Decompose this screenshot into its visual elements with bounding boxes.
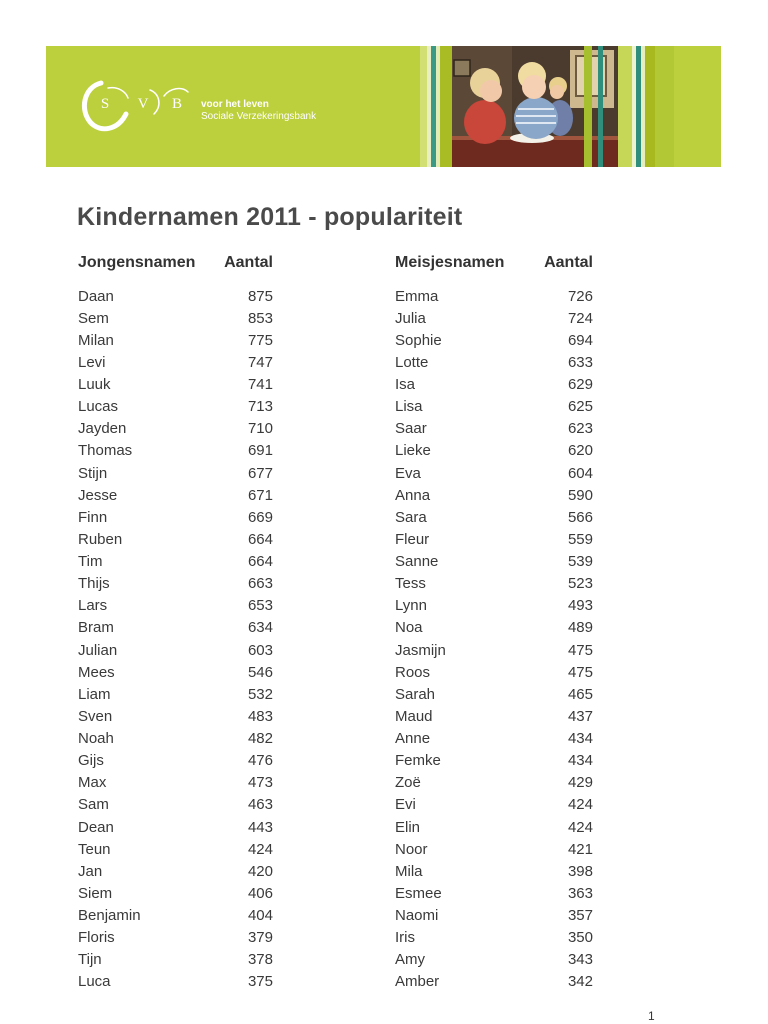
- name-cell: Julia: [395, 309, 426, 327]
- count-cell: 420: [247, 862, 273, 880]
- table-row: [395, 507, 593, 529]
- header-banner: [46, 46, 721, 167]
- name-cell: Floris: [78, 929, 115, 947]
- table-row: [78, 772, 273, 794]
- logo-letter-v: V: [137, 96, 149, 112]
- name-cell: Elin: [395, 818, 421, 836]
- name-cell: Anna: [395, 486, 431, 504]
- count-cell: 726: [567, 287, 593, 305]
- name-cell: Sem: [78, 309, 109, 327]
- name-cell: Amber: [395, 973, 440, 991]
- banner-stripe: [655, 46, 674, 167]
- count-cell: 406: [247, 884, 273, 902]
- tagline: [201, 99, 316, 123]
- count-cell: 424: [567, 818, 593, 836]
- count-cell: 634: [247, 619, 273, 637]
- table-row: [78, 817, 273, 839]
- table-row: [395, 817, 593, 839]
- table-row: [395, 839, 593, 861]
- table-row: [78, 551, 273, 573]
- count-cell: 741: [247, 376, 273, 393]
- table-row: [395, 728, 593, 750]
- name-cell: Daan: [78, 287, 114, 305]
- name-cell: Liam: [78, 685, 111, 703]
- table-header: [395, 252, 593, 274]
- name-cell: Sophie: [395, 331, 442, 349]
- logo-arc-s: [108, 88, 128, 98]
- name-cell: Benjamin: [78, 907, 141, 924]
- table-row: [78, 485, 273, 507]
- name-cell: Thomas: [78, 442, 133, 460]
- table-row: [78, 352, 273, 374]
- table-row: [395, 440, 593, 462]
- table-row: [395, 883, 593, 905]
- count-cell: 664: [247, 553, 273, 570]
- table-row: [78, 971, 273, 993]
- name-cell: Sanne: [395, 553, 439, 570]
- name-cell: Jasmijn: [395, 641, 446, 659]
- count-cell: 363: [567, 884, 593, 902]
- table-row: [395, 330, 593, 352]
- count-cell: 566: [567, 508, 593, 526]
- table-row: [395, 485, 593, 507]
- count-cell: 653: [247, 597, 273, 615]
- table-row: [78, 927, 273, 949]
- table-row: [78, 706, 273, 728]
- table-row: [395, 772, 593, 794]
- logo-letter-b: B: [171, 96, 183, 112]
- name-cell: Zoë: [395, 774, 421, 792]
- table-header: [78, 252, 273, 274]
- table-row: [78, 595, 273, 617]
- count-cell: 629: [567, 376, 593, 393]
- count-cell: 437: [567, 707, 593, 725]
- count-cell: 669: [247, 508, 273, 526]
- table-row: [395, 286, 593, 308]
- table-row: [78, 463, 273, 485]
- girls-names-table: [395, 252, 593, 991]
- count-cell: 713: [247, 398, 273, 416]
- name-column-header: Jongensnamen: [78, 254, 196, 271]
- count-column-header: Aantal: [544, 254, 593, 271]
- count-cell: 532: [247, 685, 273, 703]
- name-cell: Lieke: [395, 442, 431, 460]
- table-row: [78, 573, 273, 595]
- table-row: [395, 617, 593, 639]
- count-cell: 465: [567, 685, 593, 703]
- table-row: [78, 286, 273, 308]
- name-cell: Gijs: [78, 752, 104, 770]
- name-column-header: Meisjesnamen: [395, 254, 505, 271]
- count-cell: 378: [247, 951, 273, 969]
- name-cell: Eva: [395, 464, 421, 482]
- count-cell: 421: [567, 840, 593, 858]
- table-row: [395, 463, 593, 485]
- table-row: [395, 308, 593, 330]
- table-row: [395, 374, 593, 396]
- name-cell: Sara: [395, 508, 427, 526]
- table-row: [395, 949, 593, 971]
- table-row: [78, 728, 273, 750]
- name-cell: Noa: [395, 619, 423, 637]
- count-cell: 671: [247, 486, 273, 504]
- table-row: [78, 418, 273, 440]
- name-cell: Sven: [78, 707, 113, 725]
- count-cell: 523: [567, 575, 593, 593]
- name-cell: Stijn: [78, 464, 108, 482]
- name-cell: Emma: [395, 287, 439, 305]
- table-row: [78, 949, 273, 971]
- table-row: [78, 662, 273, 684]
- count-cell: 694: [567, 331, 593, 349]
- name-cell: Amy: [395, 951, 425, 969]
- banner-stripe: [618, 46, 632, 167]
- banner-stripe: [598, 46, 603, 167]
- count-cell: 476: [247, 752, 273, 770]
- banner-stripe: [440, 46, 452, 167]
- count-cell: 379: [247, 929, 273, 947]
- count-cell: 475: [567, 663, 593, 681]
- count-cell: 590: [567, 486, 593, 504]
- name-cell: Anne: [395, 730, 431, 747]
- count-cell: 747: [247, 353, 273, 371]
- count-cell: 875: [247, 287, 273, 305]
- page-title: Kindernamen 2011 - populariteit: [77, 203, 463, 231]
- table-body: [395, 286, 593, 994]
- tagline-slogan: voor het leven: [201, 99, 269, 110]
- count-cell: 343: [567, 951, 593, 969]
- count-cell: 483: [247, 707, 273, 725]
- table-row: [395, 573, 593, 595]
- count-cell: 357: [567, 907, 593, 924]
- table-row: [78, 794, 273, 816]
- page-number: 1: [648, 1009, 655, 1023]
- boys-names-table: [78, 252, 273, 991]
- count-cell: 604: [567, 464, 593, 482]
- table-row: [78, 396, 273, 418]
- table-row: [78, 507, 273, 529]
- table-body: [78, 286, 273, 994]
- count-cell: 434: [567, 752, 593, 770]
- wall-picture-frame: [454, 60, 470, 76]
- name-cell: Iris: [395, 929, 415, 947]
- name-cell: Ruben: [78, 530, 123, 548]
- name-cell: Tijn: [78, 951, 102, 969]
- table-row: [78, 529, 273, 551]
- logo-arc-v: [150, 90, 159, 114]
- name-cell: Finn: [78, 508, 108, 526]
- name-cell: Dean: [78, 818, 114, 836]
- table-row: [78, 374, 273, 396]
- name-cell: Tim: [78, 553, 103, 570]
- count-cell: 482: [247, 730, 273, 747]
- table-row: [395, 684, 593, 706]
- count-cell: 853: [247, 309, 273, 327]
- name-cell: Femke: [395, 752, 441, 770]
- name-cell: Maud: [395, 707, 433, 725]
- banner-stripe: [584, 46, 592, 167]
- count-cell: 473: [247, 774, 273, 792]
- tagline-organization: Sociale Verzekeringsbank: [201, 111, 317, 122]
- table-row: [78, 617, 273, 639]
- count-cell: 493: [567, 597, 593, 615]
- table-row: [395, 418, 593, 440]
- count-cell: 633: [567, 353, 593, 371]
- name-cell: Bram: [78, 619, 114, 637]
- table-row: [78, 861, 273, 883]
- count-cell: 775: [247, 331, 273, 349]
- name-cell: Esmee: [395, 884, 442, 902]
- name-cell: Siem: [78, 884, 113, 902]
- name-cell: Jayden: [78, 420, 127, 438]
- name-cell: Sam: [78, 796, 109, 814]
- count-cell: 664: [247, 530, 273, 548]
- name-cell: Noah: [78, 730, 114, 747]
- name-cell: Fleur: [395, 530, 430, 548]
- count-cell: 398: [567, 862, 593, 880]
- name-cell: Lynn: [395, 597, 427, 615]
- name-cell: Roos: [395, 663, 431, 681]
- table-row: [395, 927, 593, 949]
- table-row: [78, 750, 273, 772]
- table-row: [395, 861, 593, 883]
- name-cell: Lotte: [395, 353, 429, 371]
- count-cell: 663: [247, 575, 273, 593]
- table-row: [395, 971, 593, 993]
- table-row: [395, 529, 593, 551]
- count-cell: 475: [567, 641, 593, 659]
- banner-stripe: [420, 46, 427, 167]
- table-row: [78, 905, 273, 927]
- name-cell: Saar: [395, 420, 427, 438]
- table-row: [395, 352, 593, 374]
- name-cell: Tess: [395, 575, 426, 593]
- count-cell: 424: [247, 840, 273, 858]
- name-cell: Mila: [395, 862, 423, 880]
- name-cell: Lucas: [78, 398, 119, 416]
- count-cell: 710: [247, 420, 273, 438]
- logo-letter-s: S: [100, 96, 110, 112]
- name-cell: Mees: [78, 663, 115, 681]
- table-row: [395, 662, 593, 684]
- name-cell: Evi: [395, 796, 416, 814]
- name-cell: Luca: [78, 973, 111, 991]
- table-row: [395, 595, 593, 617]
- table-row: [78, 330, 273, 352]
- count-cell: 724: [567, 309, 593, 327]
- count-cell: 539: [567, 553, 593, 570]
- count-column-header: Aantal: [224, 254, 273, 271]
- name-cell: Sarah: [395, 685, 436, 703]
- table-row: [78, 308, 273, 330]
- name-cell: Lisa: [395, 398, 423, 416]
- count-cell: 342: [567, 973, 593, 991]
- name-cell: Luuk: [78, 376, 111, 393]
- table-row: [395, 551, 593, 573]
- table-row: [395, 706, 593, 728]
- table-row: [395, 905, 593, 927]
- table-row: [78, 883, 273, 905]
- count-cell: 424: [567, 796, 593, 814]
- table-row: [78, 640, 273, 662]
- name-cell: Lars: [78, 597, 108, 615]
- table-row: [395, 396, 593, 418]
- count-cell: 434: [567, 730, 593, 747]
- table-row: [78, 684, 273, 706]
- logo-arc-b: [164, 89, 188, 96]
- header-photo: [452, 46, 618, 167]
- count-cell: 489: [567, 619, 593, 637]
- name-cell: Noor: [395, 840, 428, 858]
- table-row: [395, 794, 593, 816]
- name-cell: Isa: [395, 376, 416, 393]
- name-cell: Teun: [78, 840, 111, 858]
- table-row: [395, 640, 593, 662]
- name-cell: Max: [78, 774, 107, 792]
- count-cell: 404: [247, 907, 273, 924]
- count-cell: 559: [567, 530, 593, 548]
- table-row: [78, 440, 273, 462]
- table-row: [395, 750, 593, 772]
- count-cell: 677: [247, 464, 273, 482]
- count-cell: 350: [567, 929, 593, 947]
- name-cell: Levi: [78, 353, 106, 371]
- name-cell: Jan: [78, 862, 103, 880]
- count-cell: 603: [247, 641, 273, 659]
- table-row: [78, 839, 273, 861]
- name-cell: Naomi: [395, 907, 439, 924]
- count-cell: 429: [567, 774, 593, 792]
- name-cell: Julian: [78, 641, 118, 659]
- count-cell: 375: [247, 973, 273, 991]
- banner-stripe: [645, 46, 655, 167]
- count-cell: 546: [247, 663, 273, 681]
- count-cell: 443: [247, 818, 273, 836]
- count-cell: 620: [567, 442, 593, 460]
- name-cell: Milan: [78, 331, 114, 349]
- count-cell: 463: [247, 796, 273, 814]
- count-cell: 623: [567, 420, 593, 438]
- count-cell: 625: [567, 398, 593, 416]
- name-cell: Jesse: [78, 486, 118, 504]
- count-cell: 691: [247, 442, 273, 460]
- name-cell: Thijs: [78, 575, 110, 593]
